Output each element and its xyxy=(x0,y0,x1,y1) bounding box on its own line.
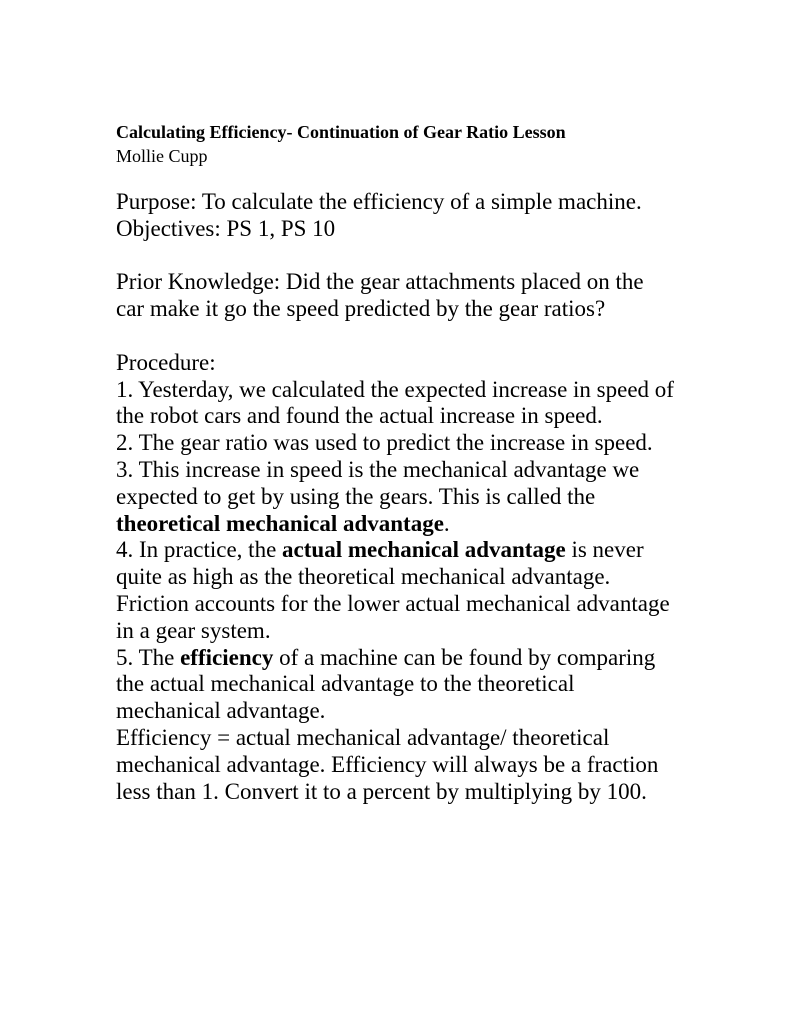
document-body xyxy=(116,189,676,805)
document-author: Mollie Cupp xyxy=(116,146,208,166)
objectives-line: Objectives: PS 1, PS 10 xyxy=(116,215,336,241)
procedure-step-5 xyxy=(116,645,676,725)
step-4-end: is never quite as high as the theoretical mechanical advantage. Friction accounts for the lower actual mechanical advantage in a gear system. xyxy=(116,537,670,643)
procedure-step-2: 2. The gear ratio was used to predict the increase in speed. xyxy=(116,430,653,456)
step-4-text: 4. In practice, the xyxy=(116,537,283,563)
step-5-text: 5. The xyxy=(116,644,181,670)
procedure-heading: Procedure: xyxy=(116,349,216,375)
document-title: Calculating Efficiency- Continuation of Gear Ratio Lesson xyxy=(116,122,566,142)
step-4-term: actual mechanical advantage xyxy=(282,537,566,563)
step-3-text: 3. This increase in speed is the mechanical advantage we expected to get by using the gears. This is called the xyxy=(116,456,640,509)
procedure-step-3 xyxy=(116,457,676,537)
spacer xyxy=(116,168,676,189)
purpose-line: Purpose: To calculate the efficiency of a simple machine. xyxy=(116,189,642,214)
step-5-end: of a machine can be found by comparing the actual mechanical advantage to the theoretical mechanical advantage. xyxy=(116,644,656,724)
spacer xyxy=(116,323,676,350)
step-3-end: . xyxy=(443,510,450,536)
procedure-step-4 xyxy=(116,537,676,644)
spacer xyxy=(116,243,676,270)
prior-knowledge-paragraph: Prior Knowledge: Did the gear attachments placed on the car make it go the speed predicted by the gear ratios? xyxy=(116,269,644,322)
document-page xyxy=(116,120,676,805)
efficiency-formula: Efficiency = actual mechanical advantage/ theoretical mechanical advantage. Efficiency will always be a fraction less than 1. Convert it to a percent by multiplying by 100. xyxy=(116,724,659,804)
step-3-term: theoretical mechanical advantage xyxy=(116,510,444,536)
procedure-step-1: 1. Yesterday, we calculated the expected increase in speed of the robot cars and found the actual increase in speed. xyxy=(116,376,674,429)
step-5-term: efficiency xyxy=(180,644,274,670)
